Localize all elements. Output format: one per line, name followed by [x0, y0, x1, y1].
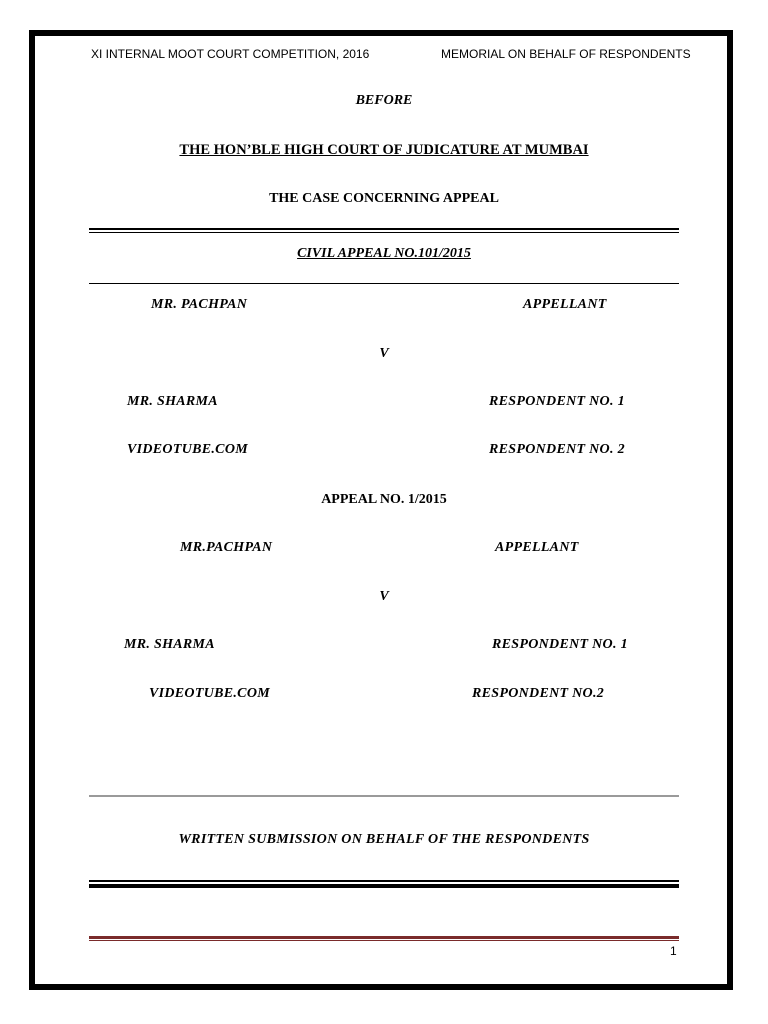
court-title: THE HON’BLE HIGH COURT OF JUDICATURE AT MUMBAI: [179, 142, 589, 158]
second-appellant-name: MR.PACHPAN: [180, 540, 273, 555]
second-respondent2-role: RESPONDENT NO.2: [472, 686, 605, 701]
rule-bottom-thick: [89, 884, 679, 888]
second-versus: V: [379, 589, 389, 604]
rule-thick: [89, 228, 679, 230]
second-respondent1-role: RESPONDENT NO. 1: [492, 637, 628, 652]
case-title: THE CASE CONCERNING APPEAL: [269, 191, 499, 206]
respondent2-name: VIDEOTUBE.COM: [127, 442, 248, 457]
header-right: MEMORIAL ON BEHALF OF RESPONDENTS: [441, 47, 691, 61]
page-number: 1: [670, 944, 677, 958]
rule-thin: [89, 232, 679, 233]
appeal-heading: APPEAL NO. 1/2015: [321, 492, 447, 507]
rule-below-appeal: [89, 283, 679, 284]
second-respondent2-name: VIDEOTUBE.COM: [149, 686, 270, 701]
rule-gray: [89, 795, 679, 797]
footer-rule-dark: [89, 936, 679, 939]
respondent2-role: RESPONDENT NO. 2: [489, 442, 625, 457]
respondent1-name: MR. SHARMA: [127, 394, 218, 409]
appellant-name: MR. PACHPAN: [151, 297, 248, 312]
submission-title: WRITTEN SUBMISSION ON BEHALF OF THE RESPONDENTS: [178, 832, 590, 847]
rule-bottom-thin: [89, 880, 679, 882]
appellant-role: APPELLANT: [523, 297, 607, 312]
before-heading: BEFORE: [355, 93, 413, 108]
versus: V: [379, 346, 389, 361]
footer-rule-light: [89, 940, 679, 941]
civil-appeal-number: CIVIL APPEAL NO.101/2015: [297, 246, 471, 261]
header-left: XI INTERNAL MOOT COURT COMPETITION, 2016: [91, 47, 370, 61]
respondent1-role: RESPONDENT NO. 1: [489, 394, 625, 409]
second-appellant-role: APPELLANT: [495, 540, 579, 555]
second-respondent1-name: MR. SHARMA: [124, 637, 215, 652]
